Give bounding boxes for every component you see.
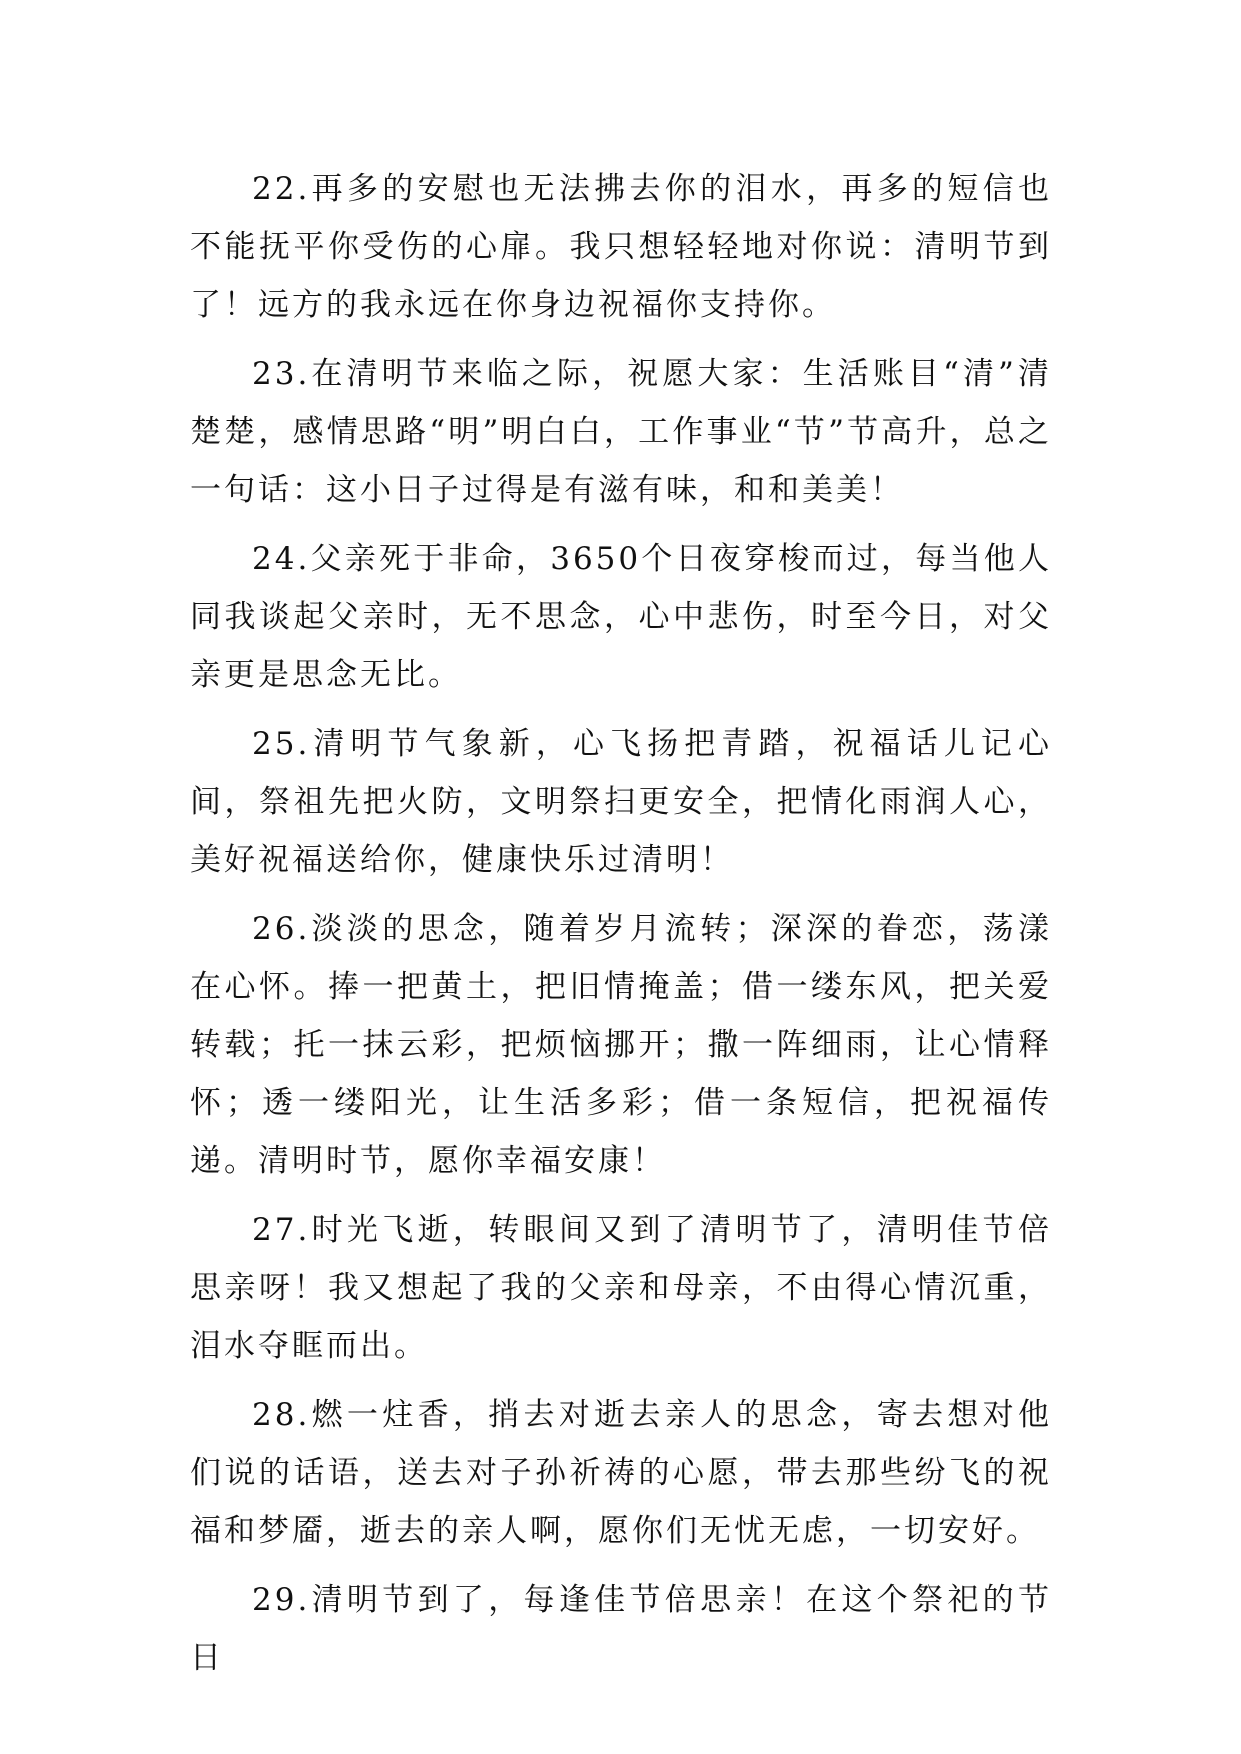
paragraph-29: 29.清明节到了，每逢佳节倍思亲！在这个祭祀的节日 [190, 1582, 1052, 1676]
paragraph-22: 22.再多的安慰也无法拂去你的泪水，再多的短信也不能抚平你受伤的心扉。我只想轻轻地对你说：清明节到了！远方的我永远在你身边祝福你支持你。 [190, 171, 1052, 323]
paragraph-26: 26.淡淡的思念，随着岁月流转；深深的眷恋，荡漾在心怀。捧一把黄土，把旧情掩盖；借一缕东风，把关爱转载；托一抹云彩，把烦恼挪开；撒一阵细雨，让心情释怀；透一缕阳光，让生活多彩；借一条短信，把祝福传递。清明时节，愿你幸福安康！ [190, 911, 1052, 1179]
paragraph-25: 25.清明节气象新，心飞扬把青踏，祝福话儿记心间，祭祖先把火防，文明祭扫更安全，把情化雨润人心，美好祝福送给你，健康快乐过清明！ [190, 726, 1052, 878]
paragraph-24: 24.父亲死于非命，3650个日夜穿梭而过，每当他人同我谈起父亲时，无不思念，心中悲伤，时至今日，对父亲更是思念无比。 [190, 541, 1052, 693]
paragraph-23: 23.在清明节来临之际，祝愿大家：生活账目“清”清楚楚，感情思路“明”明白白，工作事业“节”节高升，总之一句话：这小日子过得是有滋有味，和和美美！ [190, 356, 1052, 508]
paragraph-28: 28.燃一炷香，捎去对逝去亲人的思念，寄去想对他们说的话语，送去对子孙祈祷的心愿，带去那些纷飞的祝福和梦靥，逝去的亲人啊，愿你们无忧无虑，一切安好。 [190, 1397, 1052, 1549]
paragraph-27: 27.时光飞逝，转眼间又到了清明节了，清明佳节倍思亲呀！我又想起了我的父亲和母亲，不由得心情沉重，泪水夺眶而出。 [190, 1212, 1052, 1364]
document-body [190, 160, 1052, 1698]
